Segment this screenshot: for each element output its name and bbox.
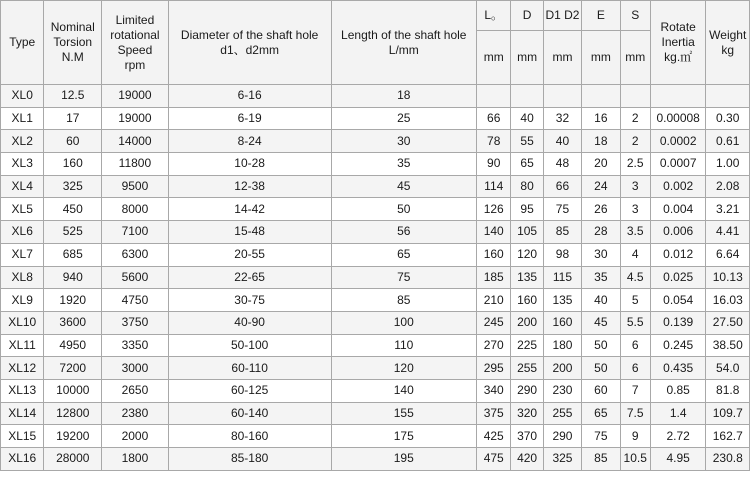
cell-weight: 3.21: [706, 198, 750, 221]
cell-torsion: 60: [44, 130, 102, 153]
header-d1-d2: D1 D2: [543, 1, 581, 31]
table-row: [1, 402, 750, 425]
cell-weight: 81.8: [706, 379, 750, 402]
header-type: Type: [1, 1, 44, 85]
table-row: [1, 448, 750, 471]
cell-l0: 66: [477, 107, 511, 130]
cell-type: XL14: [1, 402, 44, 425]
cell-l0: 295: [477, 357, 511, 380]
cell-diameter: 10-28: [168, 153, 331, 176]
cell-l0: 160: [477, 243, 511, 266]
cell-length: 120: [331, 357, 477, 380]
cell-diameter: 40-90: [168, 311, 331, 334]
cell-speed: 19000: [102, 107, 169, 130]
cell-l0: 270: [477, 334, 511, 357]
cell-weight: 10.13: [706, 266, 750, 289]
cell-e: 30: [582, 243, 620, 266]
cell-inertia: 0.435: [650, 357, 706, 380]
cell-torsion: 3600: [44, 311, 102, 334]
cell-diameter: 60-125: [168, 379, 331, 402]
header-rotate-inertia: [650, 1, 706, 85]
cell-diameter: 8-24: [168, 130, 331, 153]
cell-weight: 6.64: [706, 243, 750, 266]
cell-torsion: 10000: [44, 379, 102, 402]
cell-type: XL16: [1, 448, 44, 471]
unit-d: mm: [511, 31, 543, 85]
cell-weight: 27.50: [706, 311, 750, 334]
cell-length: 195: [331, 448, 477, 471]
header-l0: L。: [477, 1, 511, 31]
cell-type: XL2: [1, 130, 44, 153]
cell-d1-d2: 290: [543, 425, 581, 448]
cell-inertia: 4.95: [650, 448, 706, 471]
cell-inertia: 0.0002: [650, 130, 706, 153]
cell-l0: 185: [477, 266, 511, 289]
cell-speed: 3000: [102, 357, 169, 380]
cell-speed: 7100: [102, 221, 169, 244]
cell-type: XL12: [1, 357, 44, 380]
cell-d: 65: [511, 153, 543, 176]
cell-s: 5: [620, 289, 650, 312]
cell-d: 255: [511, 357, 543, 380]
cell-d: 370: [511, 425, 543, 448]
cell-weight: 2.08: [706, 175, 750, 198]
cell-torsion: 1920: [44, 289, 102, 312]
table-row: [1, 243, 750, 266]
cell-length: 25: [331, 107, 477, 130]
header-length-unit: L/mm: [388, 42, 419, 57]
cell-speed: 11800: [102, 153, 169, 176]
cell-diameter: 60-140: [168, 402, 331, 425]
cell-inertia: 2.72: [650, 425, 706, 448]
cell-s: 7.5: [620, 402, 650, 425]
cell-diameter: 30-75: [168, 289, 331, 312]
cell-l0: 425: [477, 425, 511, 448]
cell-weight: 230.8: [706, 448, 750, 471]
cell-type: XL5: [1, 198, 44, 221]
cell-speed: 1800: [102, 448, 169, 471]
cell-torsion: 19200: [44, 425, 102, 448]
cell-length: 100: [331, 311, 477, 334]
cell-d: 290: [511, 379, 543, 402]
header-length-line: Length of the shaft hole: [341, 27, 467, 42]
cell-d: 120: [511, 243, 543, 266]
cell-speed: 9500: [102, 175, 169, 198]
cell-s: 4.5: [620, 266, 650, 289]
table-row: [1, 175, 750, 198]
cell-torsion: 325: [44, 175, 102, 198]
cell-l0: 210: [477, 289, 511, 312]
table-row: [1, 425, 750, 448]
header-row-top: [1, 1, 750, 31]
unit-s: mm: [620, 31, 650, 85]
cell-torsion: 4950: [44, 334, 102, 357]
cell-speed: 19000: [102, 85, 169, 108]
cell-inertia: 0.012: [650, 243, 706, 266]
cell-type: XL6: [1, 221, 44, 244]
cell-d1-d2: 160: [543, 311, 581, 334]
cell-inertia: 0.139: [650, 311, 706, 334]
cell-diameter: 20-55: [168, 243, 331, 266]
cell-l0: [477, 85, 511, 108]
cell-weight: 0.30: [706, 107, 750, 130]
cell-d1-d2: 200: [543, 357, 581, 380]
cell-diameter: 6-19: [168, 107, 331, 130]
header-diameter-unit: d1、d2mm: [220, 42, 279, 57]
cell-e: 45: [582, 311, 620, 334]
unit-d1-d2: mm: [543, 31, 581, 85]
cell-weight: 109.7: [706, 402, 750, 425]
cell-length: 75: [331, 266, 477, 289]
cell-length: 30: [331, 130, 477, 153]
cell-type: XL7: [1, 243, 44, 266]
cell-weight: 54.0: [706, 357, 750, 380]
cell-speed: 4750: [102, 289, 169, 312]
header-weight-line: Weight: [709, 27, 747, 42]
cell-l0: 475: [477, 448, 511, 471]
cell-diameter: 14-42: [168, 198, 331, 221]
cell-torsion: 17: [44, 107, 102, 130]
cell-inertia: 0.004: [650, 198, 706, 221]
cell-torsion: 12800: [44, 402, 102, 425]
header-speed-line: rotational: [110, 27, 160, 42]
cell-length: 110: [331, 334, 477, 357]
cell-d1-d2: 85: [543, 221, 581, 244]
cell-diameter: 80-160: [168, 425, 331, 448]
cell-e: 50: [582, 334, 620, 357]
cell-type: XL10: [1, 311, 44, 334]
cell-diameter: 6-16: [168, 85, 331, 108]
cell-d1-d2: 255: [543, 402, 581, 425]
cell-e: 24: [582, 175, 620, 198]
cell-speed: 14000: [102, 130, 169, 153]
cell-s: 2.5: [620, 153, 650, 176]
cell-diameter: 85-180: [168, 448, 331, 471]
cell-weight: 1.00: [706, 153, 750, 176]
table-row: [1, 266, 750, 289]
cell-inertia: 1.4: [650, 402, 706, 425]
table-row: [1, 289, 750, 312]
cell-d: 420: [511, 448, 543, 471]
cell-l0: 140: [477, 221, 511, 244]
cell-diameter: 12-38: [168, 175, 331, 198]
cell-s: 5.5: [620, 311, 650, 334]
cell-inertia: [650, 85, 706, 108]
cell-e: 20: [582, 153, 620, 176]
cell-torsion: 28000: [44, 448, 102, 471]
cell-weight: 16.03: [706, 289, 750, 312]
cell-type: XL11: [1, 334, 44, 357]
cell-d: 225: [511, 334, 543, 357]
cell-speed: 3750: [102, 311, 169, 334]
cell-type: XL1: [1, 107, 44, 130]
table-row: [1, 221, 750, 244]
cell-d: 40: [511, 107, 543, 130]
cell-length: 175: [331, 425, 477, 448]
cell-e: 18: [582, 130, 620, 153]
header-torsion-line: Nominal: [50, 20, 95, 34]
header-weight: [706, 1, 750, 85]
cell-length: 155: [331, 402, 477, 425]
cell-d1-d2: 32: [543, 107, 581, 130]
cell-d1-d2: 180: [543, 334, 581, 357]
cell-e: 26: [582, 198, 620, 221]
cell-e: 40: [582, 289, 620, 312]
cell-s: [620, 85, 650, 108]
header-shaft-diameter: [168, 1, 331, 85]
cell-type: XL13: [1, 379, 44, 402]
table-row: [1, 379, 750, 402]
cell-s: 3.5: [620, 221, 650, 244]
cell-d: 55: [511, 130, 543, 153]
cell-inertia: 0.0007: [650, 153, 706, 176]
cell-s: 9: [620, 425, 650, 448]
cell-type: XL15: [1, 425, 44, 448]
header-limited-speed: [102, 1, 169, 85]
cell-length: 140: [331, 379, 477, 402]
cell-diameter: 15-48: [168, 221, 331, 244]
table-row: [1, 198, 750, 221]
cell-l0: 245: [477, 311, 511, 334]
cell-d1-d2: 75: [543, 198, 581, 221]
header-nominal-torsion: [44, 1, 102, 85]
cell-s: 6: [620, 334, 650, 357]
table-row: [1, 85, 750, 108]
cell-s: 6: [620, 357, 650, 380]
table-row: [1, 130, 750, 153]
cell-d: 135: [511, 266, 543, 289]
cell-e: 60: [582, 379, 620, 402]
cell-d1-d2: 230: [543, 379, 581, 402]
header-inertia-line: Rotate: [660, 20, 696, 34]
cell-s: 3: [620, 198, 650, 221]
table-row: [1, 357, 750, 380]
table-row: [1, 334, 750, 357]
header-diameter-line: Diameter of the shaft hole: [180, 27, 319, 42]
cell-d: 95: [511, 198, 543, 221]
cell-speed: 6300: [102, 243, 169, 266]
cell-d1-d2: [543, 85, 581, 108]
cell-weight: 0.61: [706, 130, 750, 153]
header-speed-line: Speed: [117, 42, 153, 57]
cell-s: 7: [620, 379, 650, 402]
header-speed-line: Limited: [115, 12, 155, 27]
cell-diameter: 50-100: [168, 334, 331, 357]
cell-torsion: 7200: [44, 357, 102, 380]
cell-speed: 2380: [102, 402, 169, 425]
cell-speed: 5600: [102, 266, 169, 289]
cell-type: XL4: [1, 175, 44, 198]
cell-d1-d2: 135: [543, 289, 581, 312]
cell-inertia: 0.00008: [650, 107, 706, 130]
header-s: S: [620, 1, 650, 31]
header-shaft-length: [331, 1, 477, 85]
header-e: E: [582, 1, 620, 31]
cell-e: 28: [582, 221, 620, 244]
header-d: D: [511, 1, 543, 31]
cell-inertia: 0.85: [650, 379, 706, 402]
cell-d: 160: [511, 289, 543, 312]
cell-d1-d2: 325: [543, 448, 581, 471]
cell-d1-d2: 98: [543, 243, 581, 266]
cell-d1-d2: 40: [543, 130, 581, 153]
cell-e: 85: [582, 448, 620, 471]
cell-d1-d2: 48: [543, 153, 581, 176]
cell-length: 45: [331, 175, 477, 198]
cell-length: 56: [331, 221, 477, 244]
cell-inertia: 0.245: [650, 334, 706, 357]
header-inertia-unit: kg.㎡: [664, 50, 693, 64]
cell-speed: 2000: [102, 425, 169, 448]
cell-type: XL3: [1, 153, 44, 176]
cell-d: [511, 85, 543, 108]
cell-l0: 90: [477, 153, 511, 176]
cell-type: XL8: [1, 266, 44, 289]
cell-s: 2: [620, 130, 650, 153]
unit-l0: mm: [477, 31, 511, 85]
cell-e: 50: [582, 357, 620, 380]
header-torsion-unit: N.M: [61, 50, 84, 64]
cell-d: 105: [511, 221, 543, 244]
cell-weight: 162.7: [706, 425, 750, 448]
cell-torsion: 685: [44, 243, 102, 266]
cell-torsion: 450: [44, 198, 102, 221]
cell-e: [582, 85, 620, 108]
unit-e: mm: [582, 31, 620, 85]
table-body: [1, 85, 750, 471]
cell-l0: 340: [477, 379, 511, 402]
cell-inertia: 0.006: [650, 221, 706, 244]
cell-torsion: 940: [44, 266, 102, 289]
cell-e: 35: [582, 266, 620, 289]
cell-speed: 3350: [102, 334, 169, 357]
cell-inertia: 0.025: [650, 266, 706, 289]
cell-diameter: 22-65: [168, 266, 331, 289]
cell-d1-d2: 66: [543, 175, 581, 198]
cell-type: XL9: [1, 289, 44, 312]
cell-length: 35: [331, 153, 477, 176]
header-speed-unit: rpm: [124, 57, 146, 72]
cell-e: 16: [582, 107, 620, 130]
table-row: [1, 153, 750, 176]
table-row: [1, 311, 750, 334]
cell-d: 200: [511, 311, 543, 334]
table-row: [1, 107, 750, 130]
cell-length: 85: [331, 289, 477, 312]
cell-d: 80: [511, 175, 543, 198]
header-inertia-line: Inertia: [661, 35, 695, 49]
cell-weight: 4.41: [706, 221, 750, 244]
cell-l0: 114: [477, 175, 511, 198]
cell-inertia: 0.002: [650, 175, 706, 198]
cell-length: 65: [331, 243, 477, 266]
cell-d1-d2: 115: [543, 266, 581, 289]
cell-length: 50: [331, 198, 477, 221]
cell-s: 2: [620, 107, 650, 130]
cell-weight: [706, 85, 750, 108]
cell-torsion: 160: [44, 153, 102, 176]
cell-diameter: 60-110: [168, 357, 331, 380]
header-torsion-line: Torsion: [53, 35, 93, 49]
cell-s: 4: [620, 243, 650, 266]
cell-inertia: 0.054: [650, 289, 706, 312]
cell-e: 65: [582, 402, 620, 425]
cell-l0: 375: [477, 402, 511, 425]
cell-d: 320: [511, 402, 543, 425]
cell-length: 18: [331, 85, 477, 108]
cell-weight: 38.50: [706, 334, 750, 357]
cell-type: XL0: [1, 85, 44, 108]
cell-l0: 78: [477, 130, 511, 153]
cell-s: 3: [620, 175, 650, 198]
cell-e: 75: [582, 425, 620, 448]
cell-torsion: 12.5: [44, 85, 102, 108]
header-weight-unit: kg: [721, 42, 735, 57]
cell-s: 10.5: [620, 448, 650, 471]
cell-speed: 2650: [102, 379, 169, 402]
cell-speed: 8000: [102, 198, 169, 221]
cell-torsion: 525: [44, 221, 102, 244]
cell-l0: 126: [477, 198, 511, 221]
